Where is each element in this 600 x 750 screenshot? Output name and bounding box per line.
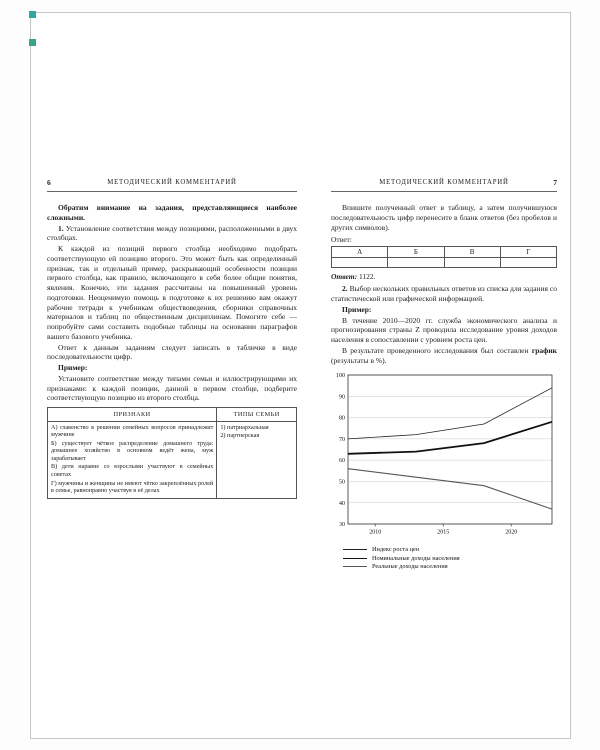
answer-value-label: Ответ: [331,272,358,282]
svg-text:70: 70 [339,437,345,444]
matching-table-header-features: ПРИЗНАКИ [48,408,217,422]
svg-text:30: 30 [339,522,345,529]
feature-item: Б) существует чёткое распределение домашнего труда: домашнее хозяйство в основном ведёт жена, муж зарабатывает [51,439,214,462]
answer-col-header: В [444,247,500,258]
header-rule-left [47,191,297,192]
item1-number: 1. [58,223,64,233]
svg-text:2015: 2015 [437,529,450,536]
page-number-left: 6 [47,178,51,187]
svg-text:90: 90 [339,394,345,401]
svg-text:2020: 2020 [505,529,518,536]
item1-heading [47,224,297,244]
answer-value-line [331,272,557,281]
income-chart-svg [331,371,557,537]
example-chart-paragraph [331,346,557,366]
chart-legend [343,545,557,571]
svg-text:2010: 2010 [369,529,382,536]
family-type-item: 2) партнерская [220,432,260,440]
answer-col-header: А [332,247,388,258]
answer-cell-v [444,258,500,268]
item2-heading [331,284,557,304]
legend-line-sample [343,566,367,567]
answer-value: 1122. [357,272,376,282]
types-cell [217,421,297,498]
page-number-right: 7 [553,178,557,187]
chart-sentence-pre: В результате проведенного исследования был составлен [342,345,532,355]
page-left [47,179,297,499]
feature-item: В) дети наравне со взрослыми участвуют в семейных советах [51,463,214,478]
feature-item: Г) мужчины и женщины не имеют чётко закреплённых ролей в семье, равноправно участвуя в её делах [51,479,214,495]
answer-empty-row [332,258,557,268]
matching-table [47,407,297,499]
answer-col-header: Б [388,247,444,258]
features-cell [48,421,217,498]
chart-sentence-bold: график [531,345,557,355]
legend-item [343,554,557,563]
svg-text:60: 60 [339,458,345,465]
answer-instruction-paragraph: Впишите полученный ответ в таблицу, а затем получившуюся последовательность цифр перенесите в бланк ответов (без пробелов и других символов). [331,203,557,232]
answer-table [331,246,557,268]
item1-body-paragraph: К каждой из позиций первого столбца необходимо подобрать соответствующую ей позицию второго. Это может быть как определенный признак, так и отдельный пример, раскрывающий особенности позиции первого столбца, как правило, включающего в себя более общие понятия, явления. Конечно, эти задания рассчитаны на повышенный уровень подготовки. Неоценимую помощь в подготовке к их решению вам окажут рабочие тетради к учебникам обществоведения, сборники справочных материалов и таблиц по общественным дисциплинам. Помогите себе — попробуйте сами составить подобные таблицы на основании параграфов вашего базового учебника. [47,244,297,341]
item2-number: 2. [342,284,348,294]
matching-table-header-types: ТИПЫ СЕМЬИ [217,408,297,422]
legend-line-sample [343,558,367,559]
answer-block [331,235,557,281]
svg-text:100: 100 [336,373,345,380]
book-page-area [30,12,571,739]
legend-item [343,562,557,571]
intro-paragraph: Обратим внимание на задания, представляющиеся наиболее сложными. [47,203,297,222]
running-title-left: МЕТОДИЧЕСКИЙ КОММЕНТАРИЙ [107,179,237,186]
answer-label: Ответ: [331,235,352,245]
answer-cell-b [388,258,444,268]
feature-item: А) главенство в решении семейных вопросов принадлежит мужчине [51,423,214,439]
legend-label: Индекс роста цен [372,546,420,553]
example-stat-paragraph: В течение 2010—2020 гг. служба экономического анализа и прогнозирования страны Z проводила исследование уровня доходов населения в сопоставлении с уровнем роста цен. [331,315,557,344]
legend-line-sample [343,549,367,550]
page-right [331,179,557,571]
page-header-right [331,179,557,188]
legend-label: Номинальные доходы населения [372,554,460,562]
running-title-right: МЕТОДИЧЕСКИЙ КОММЕНТАРИЙ [379,179,509,186]
matching-table-header-row [48,408,297,422]
example-label-right: Пример: [342,304,372,314]
item2-title: Выбор нескольких правильных ответов из списка для задания со статистической или графической информацией. [331,284,558,303]
registration-mark [29,11,36,18]
page-header-left [47,179,297,188]
item1-title: Установление соответствия между позициями, расположенными в двух столбцах. [47,223,297,243]
answer-col-header: Г [500,247,556,258]
legend-item [343,545,557,554]
svg-text:80: 80 [339,415,345,422]
svg-text:40: 40 [339,501,345,508]
answer-cell-g [500,258,556,268]
family-type-item: 1) патриархальная [220,423,269,431]
matching-table-body-row [48,421,297,498]
registration-mark [29,39,36,46]
example-task-text: Установите соответствие между типами семьи и иллюстрирующими их признаками: к каждой позиции, данной в первом столбце, подберите соответствующую позицию из второго столбца. [47,373,297,403]
answer-cell-a [332,258,388,268]
chart-sentence-post: (результаты в %). [331,355,387,365]
header-rule-right [331,191,557,192]
legend-label: Реальные доходы населения [372,563,448,570]
item1-note-paragraph: Ответ к данным заданиям следует записать в табличке в виде последовательности цифр. [47,342,297,362]
income-chart [331,371,557,571]
example-label-left: Пример: [58,363,88,372]
answer-header-row [332,247,557,258]
svg-text:50: 50 [339,479,345,486]
